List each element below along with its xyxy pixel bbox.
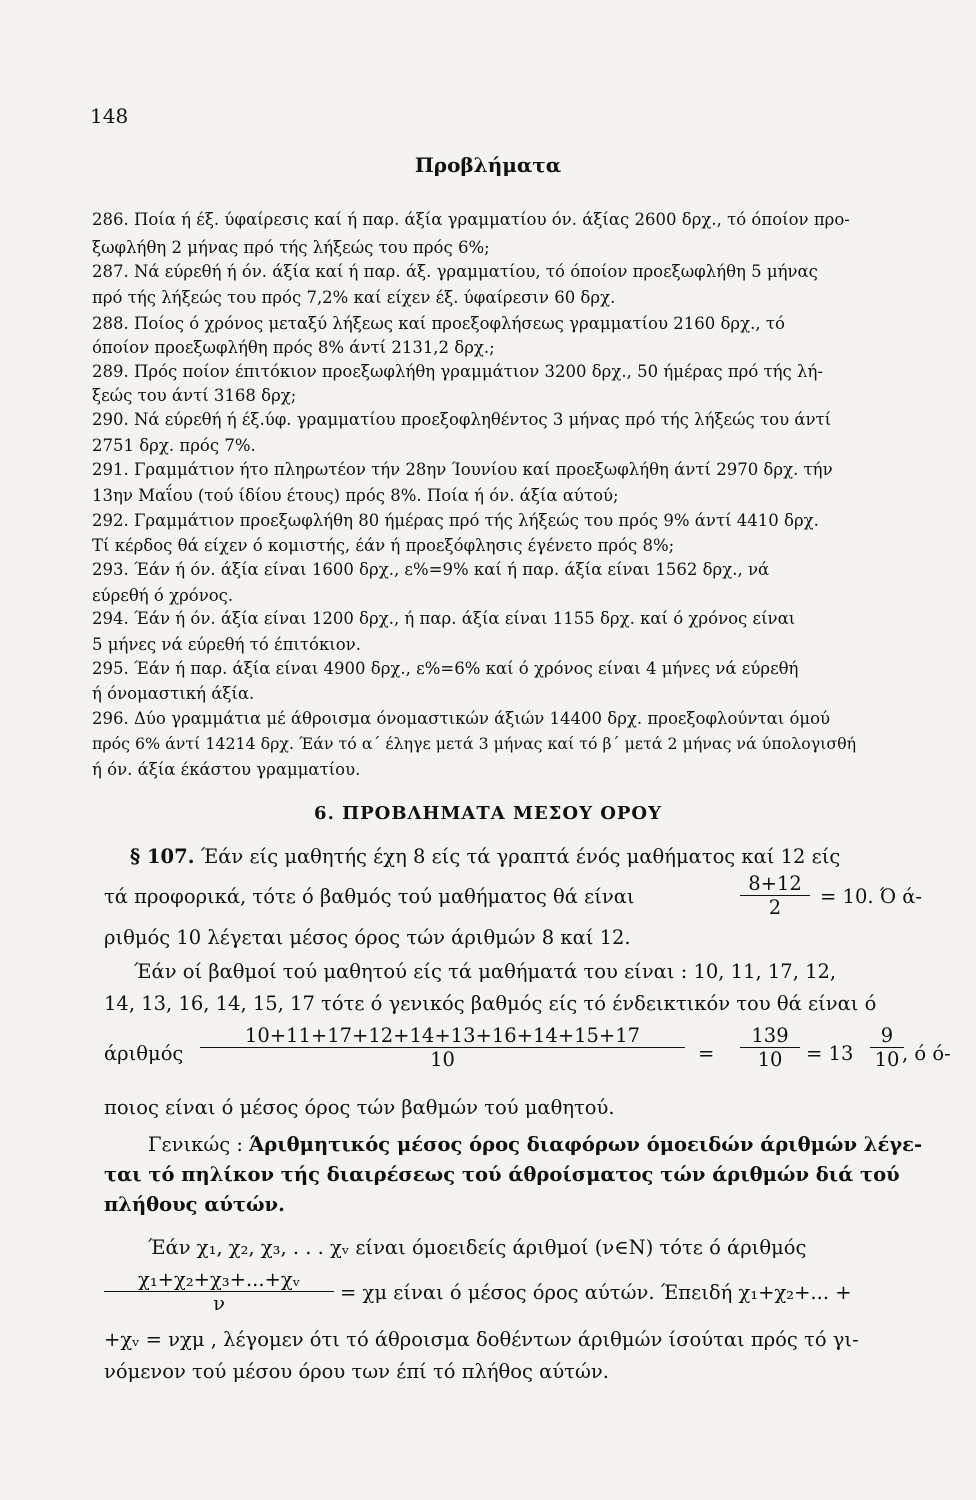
problem-line: 13ην Μαΐου (τού ίδίου έτους) πρός 8%. Ποία ή όν. άξία αύτού;	[92, 486, 619, 505]
problem-line: 294. Έάν ή όν. άξία είναι 1200 δρχ., ή παρ. άξία είναι 1155 δρχ. καί ό χρόνος είναι	[92, 609, 796, 628]
problem-line: ξωφλήθη 2 μήνας πρό τής λήξεώς του πρός 6%;	[92, 238, 490, 257]
problem-line: 2751 δρχ. πρός 7%.	[92, 436, 256, 455]
fraction-denominator: 10	[757, 1048, 783, 1071]
definition-line	[148, 1133, 968, 1156]
fraction-numerator: 9	[870, 1024, 904, 1048]
equals-sign: =	[698, 1042, 715, 1065]
definition-line	[104, 1163, 974, 1186]
paragraph-line: Έάν οί βαθμοί τού μαθητού είς τά μαθήματά του είναι : 10, 11, 17, 12,	[134, 960, 837, 983]
definition-line	[104, 1193, 974, 1216]
fraction-denominator: 10	[874, 1048, 900, 1071]
problem-line: 293. Έάν ή όν. άξία είναι 1600 δρχ., ε%=9% καί ή παρ. άξία είναι 1562 δρχ., νά	[92, 560, 770, 579]
problems-heading: Προβλήματα	[414, 153, 562, 177]
paragraph-line: τά προφορικά, τότε ό βαθμός τού μαθήματος θά είναι	[104, 885, 635, 908]
problem-line: 291. Γραμμάτιον ήτο πληρωτέον τήν 28ην Ίουνίου καί προεξωφλήθη άντί 2970 δρχ. τήν	[92, 460, 833, 479]
fraction-denominator: ν	[213, 1292, 225, 1315]
problem-line: ξεώς του άντί 3168 δρχ;	[92, 386, 297, 405]
problem-line: 295. Έάν ή παρ. άξία είναι 4900 δρχ., ε%=6% καί ό χρόνος είναι 4 μήνες νά εύρεθή	[92, 659, 799, 678]
paragraph-line: = χμ είναι ό μέσος όρος αύτών. Έπειδή χ₁+χ₂+... +	[340, 1281, 852, 1304]
page-number: 148	[90, 104, 129, 128]
definition-text: ται τό πηλίκον τής διαιρέσεως τού άθροίσματος τών άριθμών διά τού	[104, 1163, 900, 1186]
fraction-8-12	[740, 872, 810, 919]
problem-line: 296. Δύο γραμμάτια μέ άθροισμα όνομαστικών άξιών 14400 δρχ. προεξοφλούνται όμού	[92, 709, 831, 728]
problem-line: 5 μήνες νά εύρεθή τό έπιτόκιον.	[92, 635, 361, 654]
arithmos-label: άριθμός	[104, 1042, 184, 1065]
paragraph-line: ριθμός 10 λέγεται μέσος όρος τών άριθμών 8 καί 12.	[104, 926, 631, 949]
problem-line: ή όνομαστική άξία.	[92, 684, 255, 703]
fraction-numerator: 10+11+17+12+14+13+16+14+15+17	[200, 1024, 685, 1048]
problem-line: 287. Νά εύρεθή ή όν. άξία καί ή παρ. άξ. γραμματίου, τό όποίον προεξωφλήθη 5 μήνας	[92, 262, 818, 281]
paragraph-line: νόμενον τού μέσου όρου των έπί τό πλήθος αύτών.	[104, 1360, 609, 1383]
problem-line: πρός 6% άντί 14214 δρχ. Έάν τό α΄ έληγε μετά 3 μήνας καί τό β΄ μετά 2 μήνας νά ύπολογισθή	[92, 734, 857, 753]
fraction-numerator: 8+12	[740, 872, 810, 896]
problem-line: ή όν. άξία έκάστου γραμματίου.	[92, 760, 361, 779]
paragraph-text: Έάν είς μαθητής έχη 8 είς τά γραπτά ένός μαθήματος καί 12 είς	[200, 845, 841, 868]
problem-line: 286. Ποία ή έξ. ύφαίρεσις καί ή παρ. άξία γραμματίου όν. άξίας 2600 δρχ., τό όποίον προ-	[92, 210, 850, 229]
fraction-mean-formula	[104, 1268, 334, 1315]
fraction-denominator: 10	[430, 1048, 455, 1071]
paragraph-line: ποιος είναι ό μέσος όρος τών βαθμών τού μαθητού.	[104, 1096, 615, 1119]
problem-line: 290. Νά εύρεθή ή έξ.ύφ. γραμματίου προεξοφληθέντος 3 μήνας πρό τής λήξεώς του άντί	[92, 410, 832, 429]
problem-line: Τί κέρδος θά είχεν ό κομιστής, έάν ή προεξόφλησις έγένετο πρός 8%;	[92, 536, 675, 555]
paragraph-line: +χᵥ = νχμ , λέγομεν ότι τό άθροισμα δοθέντων άριθμών ίσούται πρός τό γι-	[104, 1328, 859, 1351]
problem-line: εύρεθή ό χρόνος.	[92, 586, 234, 605]
paragraph-line: 14, 13, 16, 14, 15, 17 τότε ό γενικός βαθμός είς τό ένδεικτικόν του θά είναι ό	[104, 992, 877, 1015]
paragraph-line: , ό ό-	[902, 1042, 951, 1065]
paragraph-line: = 10. Ό ά-	[820, 885, 922, 908]
problem-line: 289. Πρός ποίον έπιτόκιον προεξωφλήθη γραμμάτιον 3200 δρχ., 50 ήμέρας πρό τής λή-	[92, 362, 823, 381]
definition-text: πλήθους αύτών.	[104, 1193, 285, 1216]
problem-line: πρό τής λήξεώς του πρός 7,2% καί είχεν έξ. ύφαίρεσιν 60 δρχ.	[92, 288, 616, 307]
paragraph-line: Έάν χ₁, χ₂, χ₃, . . . χᵥ είναι όμοειδείς άριθμοί (ν∈N) τότε ό άριθμός	[148, 1236, 807, 1259]
section-title: 6. ΠΡΟΒΛΗΜΑΤΑ ΜΕΣΟΥ ΟΡΟΥ	[314, 803, 662, 824]
paragraph-number: § 107.	[130, 845, 195, 868]
fraction-139-10	[740, 1024, 800, 1071]
problem-line: 292. Γραμμάτιον προεξωφλήθη 80 ήμέρας πρό τής λήξεώς του πρός 9% άντί 4410 δρχ.	[92, 511, 819, 530]
definition-prefix: Γενικώς :	[148, 1133, 243, 1156]
fraction-9-10	[870, 1024, 904, 1071]
fraction-grades-sum	[200, 1024, 685, 1071]
definition-text: Άριθμητικός μέσος όρος διαφόρων όμοειδών άριθμών λέγε-	[249, 1133, 923, 1156]
equals-13: = 13	[806, 1042, 854, 1065]
problem-line: 288. Ποίος ό χρόνος μεταξύ λήξεως καί προεξοφλήσεως γραμματίου 2160 δρχ., τό	[92, 314, 785, 333]
fraction-numerator: 139	[740, 1024, 800, 1048]
problem-line: όποίον προεξωφλήθη πρός 8% άντί 2131,2 δρχ.;	[92, 338, 495, 357]
fraction-denominator: 2	[768, 896, 782, 919]
paragraph-line	[130, 845, 960, 868]
fraction-numerator: χ₁+χ₂+χ₃+...+χᵥ	[104, 1268, 334, 1292]
